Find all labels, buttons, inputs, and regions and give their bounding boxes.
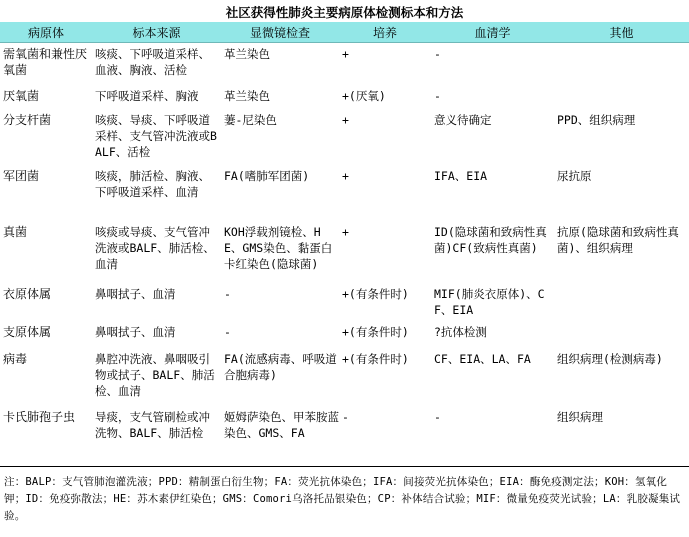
cell-culture: + (342, 224, 349, 239)
table-row (0, 321, 689, 348)
cell-serology: ID(隐球菌和致病性真菌)CF(致病性真菌) (434, 224, 547, 255)
cell-other: 组织病理 (557, 409, 603, 424)
cell-specimen: 咳痰，肺活检、胸液、下呼吸道采样、血清 (95, 168, 210, 199)
footnote-divider (0, 466, 689, 467)
col-header: 培养 (339, 22, 431, 43)
cell-serology: - (434, 88, 441, 103)
cell-pathogen: 需氧菌和兼性厌氧菌 (3, 47, 88, 77)
col-header: 标本来源 (92, 22, 221, 43)
cell-other (554, 85, 689, 109)
cell-pathogen: 衣原体属 (3, 286, 52, 301)
cell-pathogen: 病毒 (3, 351, 28, 366)
table-row (0, 85, 689, 109)
cell-other: 尿抗原 (557, 168, 592, 183)
col-header: 血清学 (431, 22, 554, 43)
cell-serology: ?抗体检测 (434, 324, 487, 339)
col-header: 其他 (554, 22, 689, 43)
table-row (0, 221, 689, 283)
col-header: 显微镜检查 (221, 22, 339, 43)
cell-microscopy: 姬姆萨染色、甲苯胺蓝染色、GMS、FA (224, 409, 339, 440)
cell-pathogen: 真菌 (3, 224, 28, 239)
cell-specimen: 咳痰或导痰、支气管冲洗液或BALF、肺活检、血清 (95, 224, 215, 271)
cell-microscopy: 萋-尼染色 (224, 112, 277, 127)
header-row (0, 22, 689, 43)
table-row (0, 406, 689, 450)
cell-other (554, 43, 689, 85)
cell-other: 组织病理(检测病毒) (557, 351, 663, 366)
cell-pathogen: 军团菌 (3, 168, 40, 183)
cell-pathogen: 支原体属 (3, 324, 52, 339)
cell-serology: - (434, 47, 441, 61)
cell-serology: - (434, 409, 441, 424)
table-row (0, 283, 689, 321)
cell-pathogen: 卡氏肺孢子虫 (3, 409, 76, 424)
cell-microscopy: FA(嗜肺军团菌) (224, 168, 310, 183)
cell-serology: MIF(肺炎衣原体)、CF、EIA (434, 286, 545, 317)
cell-specimen: 咳痰、导痰、下呼吸道采样、支气管冲洗液或BALF、活检 (95, 112, 217, 159)
cell-other (554, 283, 689, 321)
cell-other: PPD、组织病理 (557, 112, 636, 127)
cell-specimen: 导痰，支气管刷检或冲洗物、BALF、肺活检 (95, 409, 210, 440)
cell-microscopy: 革兰染色 (224, 88, 270, 103)
cell-culture: + (342, 112, 349, 127)
cell-specimen: 鼻咽拭子、血清 (95, 324, 176, 339)
cell-pathogen: 分支杆菌 (3, 112, 52, 127)
cell-microscopy: - (224, 286, 231, 301)
cell-microscopy: - (224, 324, 231, 339)
pathogen-table (0, 22, 689, 450)
table-row (0, 348, 689, 406)
cell-culture: + (342, 168, 349, 183)
cell-other (554, 321, 689, 348)
cell-pathogen: 厌氧菌 (3, 88, 40, 103)
cell-specimen: 鼻腔冲洗液、鼻咽吸引物或拭子、BALF、肺活检、血清 (95, 351, 215, 398)
cell-microscopy: KOH浮载剂镜检、HE、GMS染色、黏蛋白卡红染色(隐球菌) (224, 224, 333, 271)
cell-culture: +(有条件时) (342, 351, 409, 366)
cell-microscopy: 革兰染色 (224, 47, 270, 61)
cell-specimen: 咳痰、下呼吸道采样、血液、胸液、活检 (95, 47, 210, 77)
cell-microscopy: FA(流感病毒、呼吸道合胞病毒) (224, 351, 337, 382)
footnote: 注：BALP：支气管肺泡灌洗液；PPD：精制蛋白衍生物；FA：荧光抗体染色；IFA：间接荧光抗体染色；EIA：酶免疫测定法；KOH：氢氧化钾；ID：免疫弥散法；HE：苏木素伊红染色；GMS：Comori乌洛托品银染色；CP：补体结合试验；MIF：微量免疫荧光试验；LA：乳胶凝集试验。 (4, 476, 681, 522)
table-row (0, 165, 689, 221)
cell-serology: 意义待确定 (434, 112, 492, 127)
cell-culture: - (342, 409, 349, 424)
table-row (0, 109, 689, 165)
cell-specimen: 鼻咽拭子、血清 (95, 286, 176, 301)
cell-culture: +(有条件时) (342, 286, 409, 301)
cell-culture: +(有条件时) (342, 324, 409, 339)
cell-culture: +(厌氧) (342, 88, 386, 103)
table-row (0, 43, 689, 85)
cell-serology: CF、EIA、LA、FA (434, 351, 531, 366)
cell-culture: + (342, 47, 349, 61)
col-header: 病原体 (0, 22, 92, 43)
cell-specimen: 下呼吸道采样、胸液 (95, 88, 199, 103)
table-title: 社区获得性肺炎主要病原体检测标本和方法 (225, 5, 464, 20)
cell-serology: IFA、EIA (434, 168, 488, 183)
cell-other: 抗原(隐球菌和致病性真菌)、组织病理 (557, 224, 679, 255)
